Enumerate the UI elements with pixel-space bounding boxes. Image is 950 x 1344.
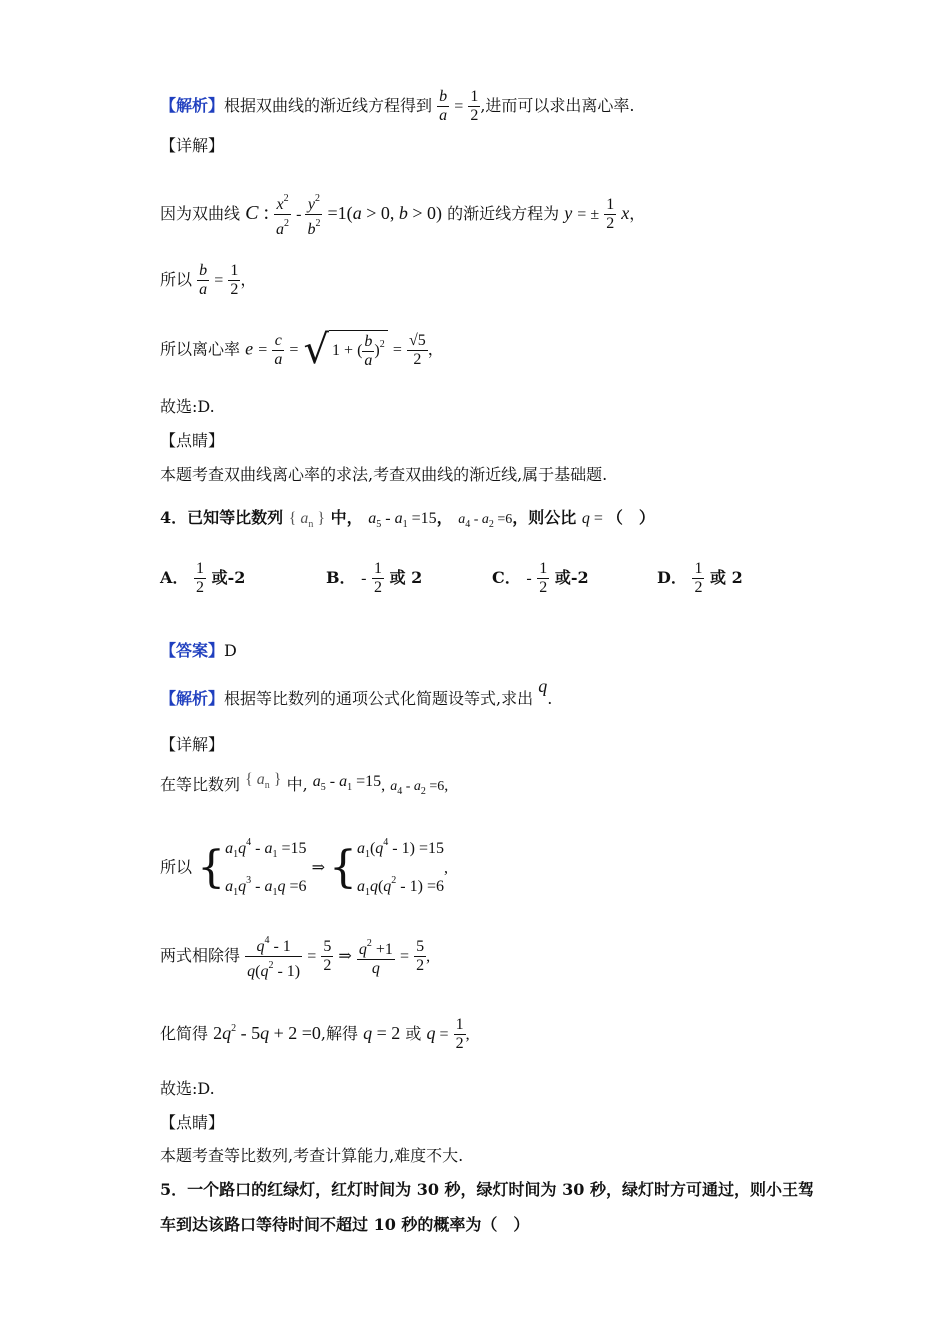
q4-line-divide: 两式相除得 $\frac{q^4 - 1}{q(q^2 - 1)}$ = $\frac{5}{2}$ ⇒ $\frac{q^2 +1}{q}$ = $\frac{5}{2}$ , [160, 932, 430, 981]
answer-value: D [224, 641, 237, 660]
q5-stem-line1: 5．一个路口的红绿灯，红灯时间为 30 秒，绿灯时间为 30 秒，绿灯时方可通过，则小王驾 [160, 1180, 814, 1199]
s3-xiangjie-tag: 【详解】 [160, 136, 225, 155]
option-c[interactable]: C． - $\frac{1}{2}$ 或-2 [492, 560, 589, 596]
q4-jiexi-line: 【解析】根据等比数列的通项公式化简题设等式,求出 q. [160, 676, 553, 708]
q4-dianjing-text: 本题考查等比数列,考查计算能力,难度不大. [160, 1146, 464, 1165]
q4-line-system: 所以 { $a_1q^4 - a_1 =15$ $a_1q^3 - a_1q =6$ ⇒ { $a_1(q^4 - 1) =15$ $a_1q(q^2 - 1) =6$ , [160, 837, 448, 898]
s3-dianjing-text: 本题考查双曲线离心率的求法,考查双曲线的渐近线,属于基础题. [160, 465, 608, 484]
q5-stem-line2: 车到达该路口等待时间不超过 10 秒的概率为（ ） [160, 1215, 530, 1234]
option-d[interactable]: D． $\frac{1}{2}$ 或 2 [657, 560, 743, 596]
jiexi-text: 根据双曲线的渐近线方程得到 [224, 96, 433, 115]
sqrt-icon: √ [303, 327, 330, 373]
s3-line-eccentricity: 所以离心率 e = $\frac{c}{a}$ = √ 1 + ( $\frac{b}{a}$ )$^2$ = $\frac{√5}{2}$ ， [160, 327, 444, 373]
option-a[interactable]: A． $\frac{1}{2}$ 或-2 [160, 560, 246, 596]
left-brace-icon: { [328, 842, 357, 893]
q4-guxuan: 故选:D. [160, 1079, 215, 1098]
s3-guxuan: 故选:D. [160, 397, 215, 416]
option-b[interactable]: B． - $\frac{1}{2}$ 或 2 [326, 560, 423, 596]
s3-line-ratio: 所以 $\frac{b}{a}$ = $\frac{1}{2}$ ， [160, 262, 257, 298]
q4-dianjing-tag: 【点睛】 [160, 1113, 225, 1132]
q4-stem: 4．已知等比数列 { $a_n$ } 中， $a_5 - a_1 =15$， $a_4 - a_2 =6$，则公比 q = （ ） [160, 508, 655, 530]
q4-line-given: 在等比数列 { $a_n$ } 中, $a_5 - a_1 =15$, $a_4 - a_2 =6$, [160, 771, 449, 797]
q4-xiangjie-tag: 【详解】 [160, 735, 225, 754]
s3-jiexi-line: 【解析】根据双曲线的渐近线方程得到 $\frac{b}{a}$ = $\frac{1}{2}$ ,进而可以求出离心率. [160, 88, 635, 124]
formula-b-over-a: $\frac{b}{a}$ [439, 88, 448, 124]
formula-one-half: $\frac{1}{2}$ [470, 88, 479, 124]
q4-answer-line: 【答案】D [160, 641, 237, 660]
formula-hyperbola: C [245, 202, 259, 224]
jiexi-tag: 【解析】 [160, 96, 225, 115]
q4-line-solve: 化简得 $2q^2 - 5q + 2 =0$,解得 q = 2 或 q = $\frac{1}{2}$ , [160, 1016, 470, 1052]
left-brace-icon: { [197, 842, 226, 893]
s3-line-hyperbola: 因为双曲线 C : $\frac{x^2}{a^2}$ - $\frac{y^2}{b^2}$ =1(a > 0, b > 0) 的渐近线方程为 y = ± $\frac{1}{2}$ x， [160, 190, 645, 239]
s3-dianjing-tag: 【点睛】 [160, 431, 225, 450]
